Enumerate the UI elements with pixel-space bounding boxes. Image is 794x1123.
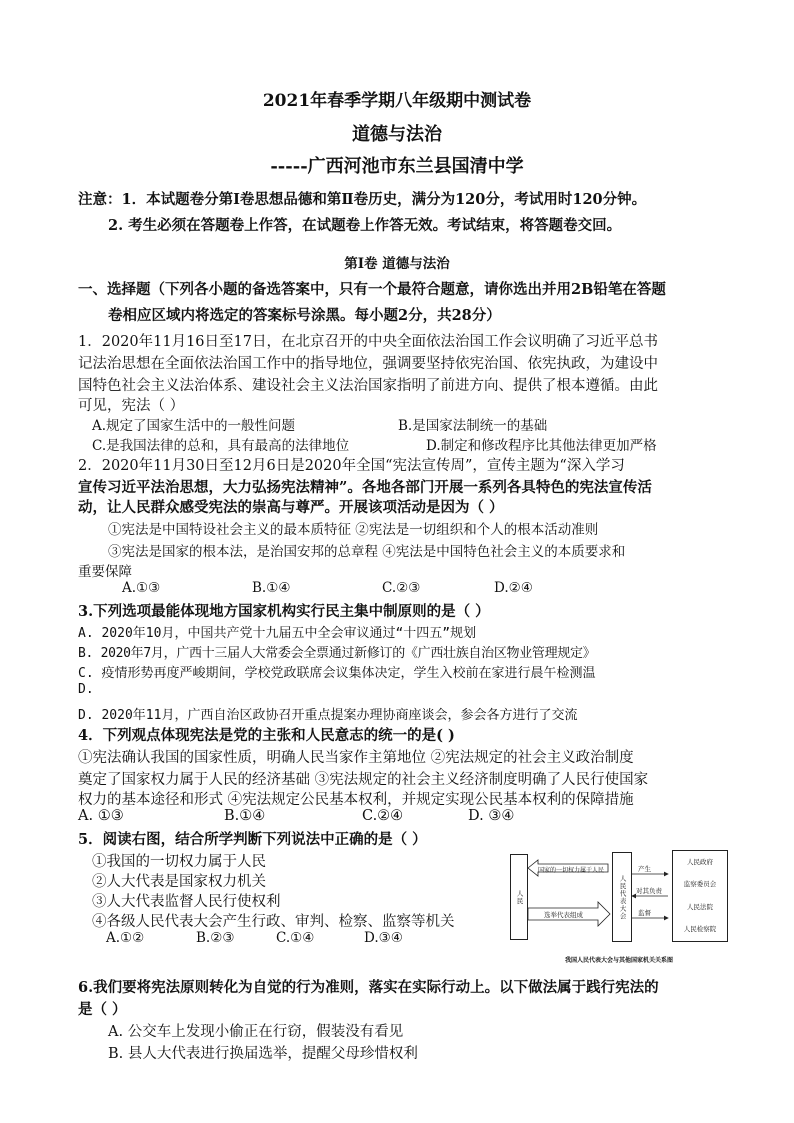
congress-relationship-diagram [508, 846, 730, 964]
organ-supervision: 监察委员会 [683, 880, 717, 889]
q4-option-a: A. ①③ [78, 808, 124, 824]
section-instruction-1: 一、选择题（下列各小题的备选答案中，只有一个最符合题意，请你选出并用2B铅笔在答题 [78, 281, 666, 298]
power-label: 国家的一切权力属于人民 [538, 867, 605, 874]
q5-stem: 5．阅读右图，结合所学判断下列说法中正确的是（ ） [78, 831, 427, 848]
q2-statement-2: ③宪法是国家的根本法，是治国安邦的总章程 ④宪法是中国特色社会主义的本质要求和 [108, 544, 626, 560]
people-box: 人民 [510, 854, 528, 940]
q6-option-a: A. 公交车上发现小偷正在行窃，假装没有看见 [108, 1024, 404, 1040]
q5-option-a: A.①② [106, 930, 145, 946]
q5-option-d: D.③④ [364, 930, 403, 946]
q1-option-b: B.是国家法制统一的基础 [398, 418, 548, 434]
section-instruction-2: 卷相应区域内将选定的答案标号涂黑。每小题2分，共28分） [108, 307, 501, 324]
notice-line-2: 2. 考生必须在答题卷上作答，在试题卷上作答无效。考试结束，将答题卷交回。 [108, 217, 622, 234]
q3-option-a: A. 2020年10月，中国共产党十九届五中全会审议通过“十四五”规划 [78, 626, 477, 641]
q3-stem: 3.下列选项最能体现地方国家机构实行民主集中制原则的是（ ） [78, 603, 490, 620]
q1-option-c: C.是我国法律的总和，具有最高的法律地位 [92, 438, 350, 454]
q2-stem-3: 动，让人民群众感受宪法的崇高与尊严。开展该项活动是因为（ ） [78, 499, 504, 516]
congress-box: 人民代表大会 [612, 852, 632, 942]
q1-stem-4: 可见，宪法（ ） [78, 398, 185, 414]
q1-stem-2: 记法治思想在全面依法治国工作中的指导地位，强调要坚持依宪治国、依宪执政，为建设中 [78, 356, 658, 372]
q1-option-d: D.制定和修改程序比其他法律更加严格 [426, 438, 657, 454]
q4-line-1: ①宪法确认我国的国家性质，明确人民当家作主第地位 ②宪法规定的社会主义政治制度 [78, 750, 634, 766]
produce-label: 产生 [638, 865, 651, 873]
q1-stem-1: 1．2020年11月16日至17日，在北京召开的中央全面依法治国工作会议明确了习近平总书 [78, 334, 658, 350]
organ-court: 人民法院 [687, 902, 713, 911]
responsible-label: 对其负责 [636, 887, 662, 895]
q2-stem-2: 宣传习近平法治思想，大力弘扬宪法精神”。各地各部门开展一系列各具特色的宪法宣传活 [78, 479, 652, 496]
q4-option-d: D. ③④ [468, 808, 515, 824]
q2-statement-3: 重要保障 [78, 564, 132, 580]
election-label: 选举代表组成 [544, 911, 583, 919]
school-name: -----广西河池市东兰县国清中学 [270, 156, 524, 177]
q1-option-a: A.规定了国家生活中的一般性问题 [92, 418, 296, 434]
organ-procuratorate: 人民检察院 [683, 925, 717, 934]
q6-stem-1: 6.我们要将宪法原则转化为自觉的行为准则，落实在实际行动上。以下做法属于践行宪法的 [78, 979, 659, 996]
organs-box [672, 850, 728, 942]
q3-option-b: B. 2020年7月，广西十三届人大常委会全票通过新修订的《广西壮族自治区物业管理规定》 [78, 646, 596, 661]
q2-option-d: D.②④ [494, 580, 533, 596]
q5-statement-3: ③人大代表监督人民行使权利 [92, 894, 281, 910]
q5-statement-2: ②人大代表是国家权力机关 [92, 874, 266, 890]
section-title: 第Ⅰ卷 道德与法治 [344, 256, 450, 272]
q3-option-c: C. 疫情形势再度严峻期间，学校党政联席会议集体决定，学生入校前在家进行晨午检测温 [78, 666, 596, 681]
q4-option-c: C.②④ [362, 808, 404, 824]
q4-option-b: B.①④ [224, 808, 266, 824]
q4-line-3: 权力的基本途径和形式 ④宪法规定公民基本权利，并规定实现公民基本权利的保障措施 [78, 792, 634, 808]
q6-stem-2: 是（ ） [78, 1001, 127, 1018]
q5-statement-1: ①我国的一切权力属于人民 [92, 854, 266, 870]
organ-government: 人民政府 [687, 857, 713, 866]
q5-option-b: B.②③ [196, 930, 235, 946]
supervise-label: 监督 [638, 909, 651, 917]
q2-option-a: A.①③ [122, 580, 161, 596]
q4-line-2: 奠定了国家权力属于人民的经济基础 ③宪法规定的社会主义经济制度明确了人民行使国家 [78, 772, 649, 788]
q3-option-d: D. 2020年11月，广西自治区政协召开重点提案办理协商座谈会，参会各方进行了交流 [78, 708, 578, 723]
q2-option-b: B.①④ [252, 580, 291, 596]
diagram-caption: 我国人民代表大会与其他国家机关关系图 [564, 957, 673, 964]
q6-option-b: B. 县人大代表进行换届选举，提醒父母珍惜权利 [108, 1046, 418, 1062]
q2-statement-1: ①宪法是中国特设社会主义的最本质特征 ②宪法是一切组织和个人的根本活动准则 [108, 522, 599, 538]
notice-line-1: 注意：1．本试题卷分第Ⅰ卷思想品德和第Ⅱ卷历史，满分为120分，考试用时120分钟。 [78, 191, 647, 208]
q2-option-c: C.②③ [382, 580, 421, 596]
q4-stem: 4．下列观点体现宪法是党的主张和人民意志的统一的是( ) [78, 727, 455, 744]
subject-title: 道德与法治 [352, 124, 442, 145]
q5-option-c: C.①④ [276, 930, 315, 946]
q3-option-d-empty: D. [78, 682, 94, 697]
q2-stem-1: 2．2020年11月30日至12月6日是2020年全国“宪法宣传周”，宣传主题为“深入学习 [78, 458, 625, 474]
exam-title: 2021年春季学期八年级期中测试卷 [262, 91, 532, 111]
q1-stem-3: 国特色社会主义法治体系、建设社会主义法治国家指明了前进方向、提供了根本遵循。由此 [78, 378, 658, 394]
q5-statement-4: ④各级人民代表大会产生行政、审判、检察、监察等机关 [92, 914, 455, 930]
